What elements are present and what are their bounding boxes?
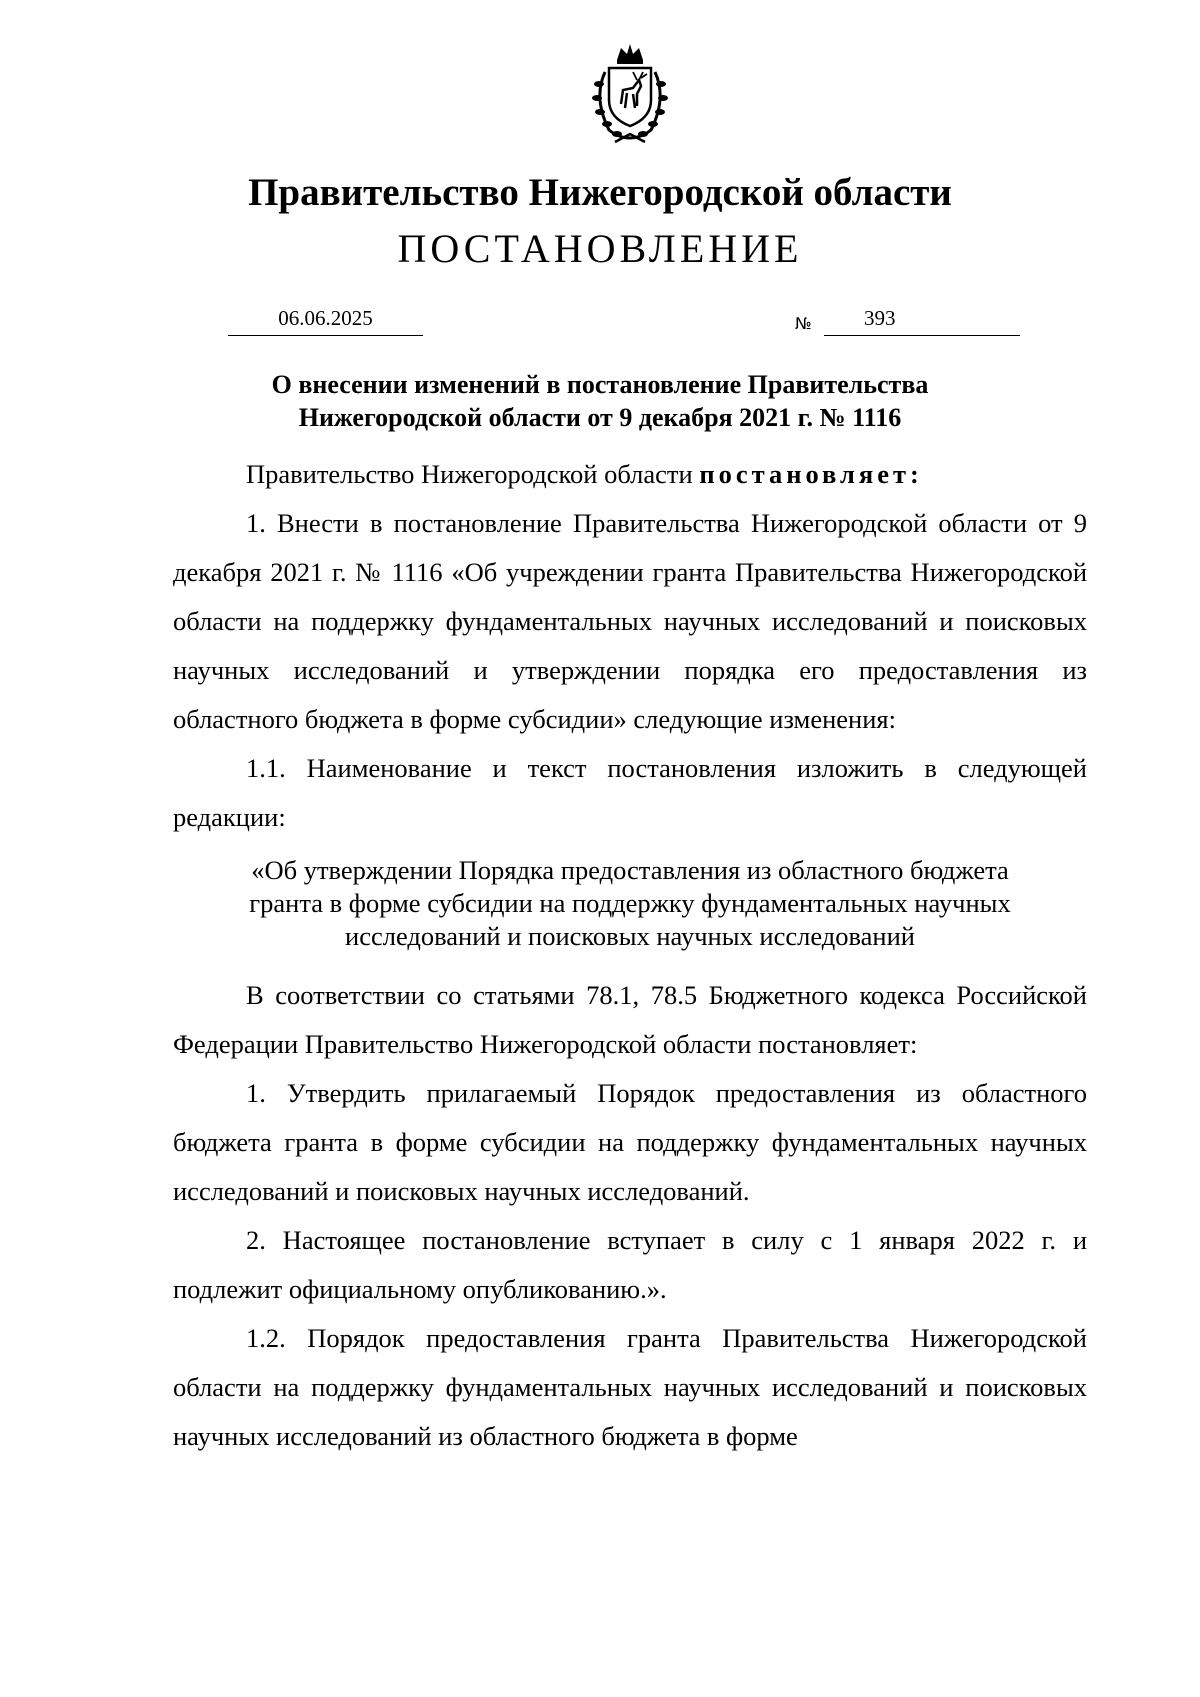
number-sign: №	[795, 314, 812, 333]
number-field	[824, 305, 1020, 336]
paragraph-1-1: 1.1. Наименование и текст постановления изложить в следующей редакции:	[173, 753, 1087, 832]
document-number: 393	[864, 306, 896, 330]
paragraph-1-2: 1.2. Порядок предоставления гранта Правительства Нижегородской области на поддержку фундаментальных научных исследований и поисковых научных исследований из областного бюджета в форме	[173, 1323, 1087, 1451]
subject-line-1: О внесении изменений в постановление Правительства	[271, 370, 929, 399]
preamble	[173, 450, 1087, 499]
issuing-authority: Правительство Нижегородской области	[248, 171, 952, 214]
quoted-title-line-3: исследований и поисковых научных исследований	[345, 921, 915, 951]
preamble-text: Правительство Нижегородской области	[246, 459, 700, 489]
paragraph-1: 1. Внести в постановление Правительства Нижегородской области от 9 декабря 2021 г. № 1116 «Об учреждении гранта Правительства Нижегородской области на поддержку фундаментальных научных исследований и поисковых научных исследований и утверждении порядка его предоставления из областного бюджета в форме субсидии» следующие изменения:	[173, 508, 1087, 734]
date-field	[228, 305, 423, 336]
quoted-title-line-1: «Об утверждении Порядка предоставления из областного бюджета	[251, 855, 1009, 885]
subject-line-2: Нижегородской области от 9 декабря 2021 г. № 1116	[298, 403, 902, 432]
document-type: ПОСТАНОВЛЕНИЕ	[397, 226, 803, 271]
document-body	[173, 450, 1087, 1461]
quoted-title-line-2: гранта в форме субсидии на поддержку фундаментальных научных	[249, 888, 1011, 918]
coat-of-arms-emblem	[575, 38, 685, 148]
document-subject	[150, 368, 1050, 434]
document-date: 06.06.2025	[278, 306, 373, 330]
quoted-title	[173, 854, 1087, 953]
preamble-keyword: постановляет:	[699, 459, 923, 489]
quoted-item-2: 2. Настоящее постановление вступает в силу с 1 января 2022 г. и подлежит официальному опубликованию.».	[173, 1225, 1087, 1304]
quoted-item-1: 1. Утвердить прилагаемый Порядок предоставления из областного бюджета гранта в форме субсидии на поддержку фундаментальных научных исследований и поисковых научных исследований.	[173, 1078, 1087, 1206]
quoted-preamble: В соответствии со статьями 78.1, 78.5 Бюджетного кодекса Российской Федерации Правительство Нижегородской области постановляет:	[173, 980, 1087, 1059]
